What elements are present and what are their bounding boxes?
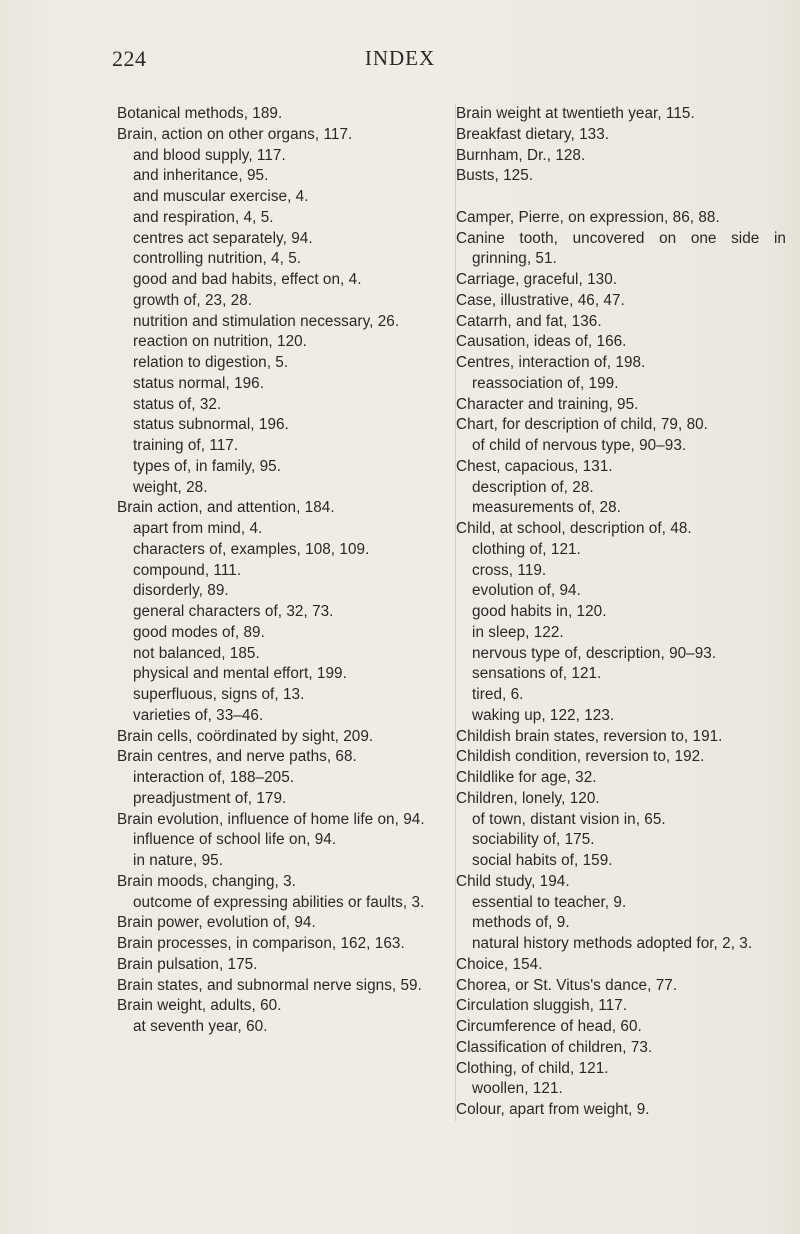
index-subentry: woollen, 121. xyxy=(472,1080,563,1098)
index-subentry: evolution of, 94. xyxy=(472,582,581,600)
index-subentry: measurements of, 28. xyxy=(472,499,621,517)
index-subentry: and inheritance, 95. xyxy=(133,167,269,185)
index-entry: Brain power, evolution of, 94. xyxy=(117,914,316,932)
index-entry: Classification of children, 73. xyxy=(456,1038,653,1056)
index-subentry: reaction on nutrition, 120. xyxy=(133,333,307,351)
index-entry: Catarrh, and fat, 136. xyxy=(456,312,602,330)
index-entry: Brain states, and subnormal nerve signs, 59. xyxy=(117,976,422,994)
index-entry: Centres, interaction of, 198. xyxy=(456,354,646,371)
index-entry: Child study, 194. xyxy=(456,872,570,890)
index-subentry: of town, distant vision in, 65. xyxy=(472,810,666,828)
index-subentry: nutrition and stimulation necessary, 26. xyxy=(133,312,400,330)
index-subentry: at seventh year, 60. xyxy=(133,1018,268,1035)
index-subentry: tired, 6. xyxy=(472,686,524,703)
index-subentry: weight, 28. xyxy=(133,478,208,496)
index-column-left xyxy=(117,104,442,1038)
running-title: INDEX xyxy=(364,46,436,70)
index-subentry: relation to digestion, 5. xyxy=(133,354,289,371)
index-entry: Busts, 125. xyxy=(456,167,534,185)
index-entry: Burnham, Dr., 128. xyxy=(456,146,586,164)
index-entry: Canine tooth, uncovered on one side in grinning, 51. xyxy=(456,229,786,268)
page-number: 224 xyxy=(112,46,147,71)
index-entry: Brain cells, coördinated by sight, 209. xyxy=(117,727,374,745)
index-subentry: status subnormal, 196. xyxy=(133,416,289,434)
index-subentry: description of, 28. xyxy=(472,478,594,496)
index-entry: Brain, action on other organs, 117. xyxy=(117,125,353,143)
index-entry: Clothing, of child, 121. xyxy=(456,1059,609,1077)
index-subentry: physical and mental effort, 199. xyxy=(133,665,347,683)
index-subentry: disorderly, 89. xyxy=(133,582,229,600)
index-entry: Brain evolution, influence of home life on, 94. xyxy=(117,810,425,828)
index-subentry: waking up, 122, 123. xyxy=(472,706,615,724)
index-subentry: outcome of expressing abilities or faults, 3. xyxy=(133,893,425,911)
index-entry: Chorea, or St. Vitus's dance, 77. xyxy=(456,976,678,994)
index-subentry: general characters of, 32, 73. xyxy=(133,603,334,620)
index-subentry: and blood supply, 117. xyxy=(133,146,286,164)
index-subentry: apart from mind, 4. xyxy=(133,520,263,537)
index-subentry: and muscular exercise, 4. xyxy=(133,188,309,205)
index-entry: Choice, 154. xyxy=(456,955,543,973)
index-entry: Breakfast dietary, 133. xyxy=(456,125,610,143)
index-entry: Camper, Pierre, on expression, 86, 88. xyxy=(456,208,720,226)
index-entry: Childlike for age, 32. xyxy=(456,769,597,786)
index-entry: Circumference of head, 60. xyxy=(456,1018,642,1035)
index-subentry: good modes of, 89. xyxy=(133,623,265,641)
index-subentry: preadjustment of, 179. xyxy=(133,789,287,807)
page-header xyxy=(0,46,800,76)
index-subentry: status of, 32. xyxy=(133,395,222,413)
index-subentry: types of, in family, 95. xyxy=(133,457,281,475)
index-subentry: compound, 111. xyxy=(133,561,242,579)
index-entry: Childish condition, reversion to, 192. xyxy=(456,748,705,766)
index-entry: Brain weight, adults, 60. xyxy=(117,997,282,1015)
index-entry: Chest, capacious, 131. xyxy=(456,457,613,475)
index-subentry: training of, 117. xyxy=(133,437,239,454)
index-subentry: varieties of, 33–46. xyxy=(133,706,264,724)
index-entry: Causation, ideas of, 166. xyxy=(456,333,627,351)
index-entry: Colour, apart from weight, 9. xyxy=(456,1101,650,1118)
index-entry: Character and training, 95. xyxy=(456,395,639,413)
index-entry: Child, at school, description of, 48. xyxy=(456,520,692,537)
index-subentry: characters of, examples, 108, 109. xyxy=(133,540,370,558)
index-entry: Circulation sluggish, 117. xyxy=(456,997,628,1015)
index-entry: Brain pulsation, 175. xyxy=(117,955,258,973)
index-subentry: influence of school life on, 94. xyxy=(133,831,337,849)
index-subentry: cross, 119. xyxy=(472,561,547,579)
index-subentry: sociability of, 175. xyxy=(472,831,595,849)
index-subentry: in nature, 95. xyxy=(133,852,223,869)
index-entry: Brain centres, and nerve paths, 68. xyxy=(117,748,357,766)
index-subentry: not balanced, 185. xyxy=(133,644,260,662)
index-subentry: of child of nervous type, 90–93. xyxy=(472,437,687,454)
index-entry: Children, lonely, 120. xyxy=(456,789,600,807)
index-subentry: centres act separately, 94. xyxy=(133,229,313,247)
index-column-right xyxy=(455,104,786,1121)
index-entry: Brain processes, in comparison, 162, 163. xyxy=(117,935,405,952)
index-entry: Chart, for description of child, 79, 80. xyxy=(456,416,708,434)
index-entry: Botanical methods, 189. xyxy=(117,105,283,122)
index-entry: Case, illustrative, 46, 47. xyxy=(456,291,625,309)
index-entry: Brain moods, changing, 3. xyxy=(117,872,296,890)
index-subentry: superfluous, signs of, 13. xyxy=(133,686,305,703)
index-subentry: social habits of, 159. xyxy=(472,852,613,869)
index-subentry: clothing of, 121. xyxy=(472,540,581,558)
index-subentry: nervous type of, description, 90–93. xyxy=(472,644,717,662)
index-subentry: good habits in, 120. xyxy=(472,603,607,620)
index-subentry: natural history methods adopted for, 2, 3. xyxy=(472,935,753,952)
index-entry: Brain weight at twentieth year, 115. xyxy=(456,105,695,122)
index-subentry: essential to teacher, 9. xyxy=(472,893,627,911)
index-subentry: controlling nutrition, 4, 5. xyxy=(133,250,302,268)
index-subentry: sensations of, 121. xyxy=(472,665,602,683)
index-entry: Childish brain states, reversion to, 191. xyxy=(456,727,723,745)
index-subentry: methods of, 9. xyxy=(472,914,570,932)
index-subentry: reassociation of, 199. xyxy=(472,374,619,392)
index-entry: Carriage, graceful, 130. xyxy=(456,271,618,288)
index-entry: Brain action, and attention, 184. xyxy=(117,499,335,517)
index-subentry: growth of, 23, 28. xyxy=(133,291,253,309)
index-subentry: status normal, 196. xyxy=(133,374,265,392)
index-subentry: in sleep, 122. xyxy=(472,623,564,641)
index-subentry: good and bad habits, effect on, 4. xyxy=(133,271,362,288)
index-subentry: and respiration, 4, 5. xyxy=(133,208,274,226)
index-subentry: interaction of, 188–205. xyxy=(133,769,295,786)
index-spacer xyxy=(456,187,786,208)
